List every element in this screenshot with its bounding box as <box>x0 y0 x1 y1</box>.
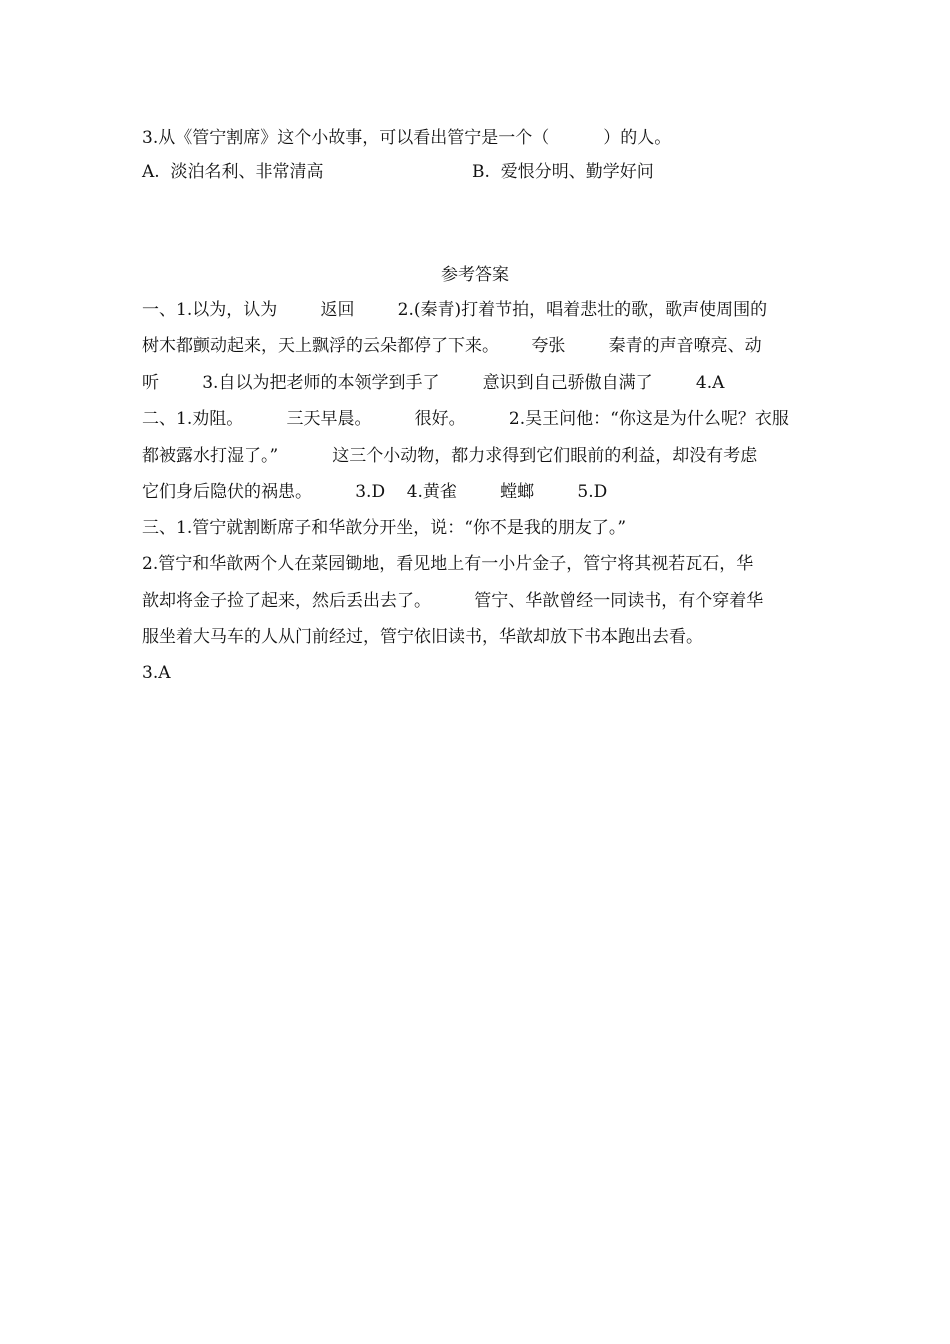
answer-line: 一、1.以为，认为 返回 2.(秦青)打着节拍，唱着悲壮的歌，歌声使周围的 <box>142 300 768 320</box>
answer-line: 树木都颤动起来，天上飘浮的云朵都停了下来。 夸张 秦青的声音嘹亮、动 <box>142 336 762 356</box>
question-stem: 3.从《管宁割席》这个小故事，可以看出管宁是一个（ ）的人。 <box>142 128 672 148</box>
answer-line: 3.A <box>142 663 171 683</box>
answer-line: 2.管宁和华歆两个人在菜园锄地，看见地上有一小片金子，管宁将其视若瓦石，华 <box>142 554 754 574</box>
option-a: A. 淡泊名利、非常清高 <box>142 162 324 182</box>
answer-line: 服坐着大马车的人从门前经过，管宁依旧读书，华歆却放下书本跑出去看。 <box>142 627 703 647</box>
answer-line: 三、1.管宁就割断席子和华歆分开坐，说：“你不是我的朋友了。” <box>142 518 627 538</box>
answer-line: 它们身后隐伏的祸患。 3.D 4.黄雀 螳螂 5.D <box>142 482 608 502</box>
option-b: B. 爱恨分明、勤学好问 <box>472 162 654 182</box>
answer-line: 听 3.自以为把老师的本领学到手了 意识到自己骄傲自满了 4.A <box>142 373 725 393</box>
answer-line: 都被露水打湿了。” 这三个小动物，都力求得到它们眼前的利益，却没有考虑 <box>142 446 758 466</box>
answer-key-title: 参考答案 <box>441 265 509 285</box>
answer-line: 歆却将金子捡了起来，然后丢出去了。 管宁、华歆曾经一同读书，有个穿着华 <box>142 591 764 611</box>
answer-line: 二、1.劝阻。 三天早晨。 很好。 2.吴王问他：“你这是为什么呢？衣服 <box>142 409 789 429</box>
